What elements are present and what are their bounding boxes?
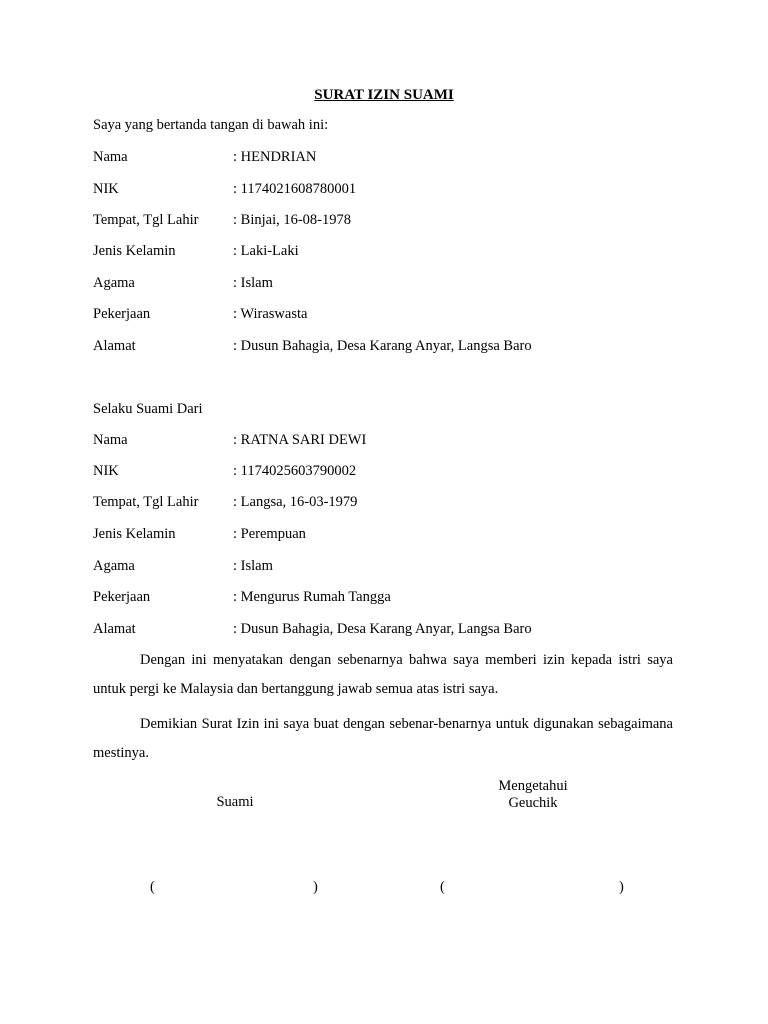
husband-signature-label: Suami (216, 794, 254, 810)
field-value: : 1174025603790002 (233, 463, 357, 479)
field-value: : Binjai, 16-08-1978 (233, 212, 352, 228)
field-value: : Laki-Laki (233, 243, 299, 259)
field-value: : Langsa, 16-03-1979 (233, 494, 358, 510)
field-value: : HENDRIAN (233, 149, 317, 165)
field-value: : Dusun Bahagia, Desa Karang Anyar, Langsa Baro (233, 621, 532, 637)
field-label: Tempat, Tgl Lahir (93, 212, 199, 228)
field-label: Agama (93, 558, 135, 574)
wife-address-row (93, 621, 693, 641)
field-label: Agama (93, 275, 135, 291)
field-value: : 1174021608780001 (233, 181, 357, 197)
wife-name-row (93, 432, 693, 452)
husband-signature-open-paren: ( (150, 879, 155, 895)
field-label: Alamat (93, 621, 136, 637)
husband-gender-row (93, 243, 693, 263)
field-label: NIK (93, 181, 119, 197)
statement-text: Dengan ini menyatakan dengan sebenarnya bahwa saya memberi izin kepada istri saya untuk pergi ke Malaysia dan bertanggung jawab semua atas istri saya. (93, 652, 673, 697)
wife-job-row (93, 589, 693, 609)
wife-religion-row (93, 558, 693, 578)
field-value: : RATNA SARI DEWI (233, 432, 367, 448)
field-label: Jenis Kelamin (93, 243, 176, 259)
field-label: Alamat (93, 338, 136, 354)
husband-job-row (93, 306, 693, 326)
field-label: Nama (93, 432, 128, 448)
husband-name-row (93, 149, 693, 169)
field-value: : Mengurus Rumah Tangga (233, 589, 391, 605)
village-head-signature-label (463, 778, 603, 812)
acknowledge-text: Mengetahui (498, 778, 568, 794)
relation-text: Selaku Suami Dari (93, 401, 203, 417)
closing-paragraph (93, 710, 673, 768)
field-value: : Perempuan (233, 526, 306, 542)
wife-gender-row (93, 526, 693, 546)
field-value: : Wiraswasta (233, 306, 308, 322)
field-label: Pekerjaan (93, 589, 151, 605)
husband-address-row (93, 338, 693, 358)
field-label: Tempat, Tgl Lahir (93, 494, 199, 510)
wife-ttl-row (93, 494, 693, 514)
husband-signature-close-paren: ) (313, 879, 318, 895)
field-value: : Islam (233, 275, 273, 291)
wife-nik-row (93, 463, 693, 483)
village-head-signature-open-paren: ( (440, 879, 445, 895)
document-title: SURAT IZIN SUAMI (314, 87, 454, 103)
village-head-signature-close-paren: ) (619, 879, 624, 895)
field-value: : Islam (233, 558, 273, 574)
husband-religion-row (93, 275, 693, 295)
husband-nik-row (93, 181, 693, 201)
intro-text: Saya yang bertanda tangan di bawah ini: (93, 117, 329, 133)
husband-ttl-row (93, 212, 693, 232)
field-label: Jenis Kelamin (93, 526, 176, 542)
statement-paragraph (93, 646, 673, 704)
field-label: Nama (93, 149, 128, 165)
field-label: NIK (93, 463, 119, 479)
village-head-title: Geuchik (508, 795, 558, 811)
field-value: : Dusun Bahagia, Desa Karang Anyar, Langsa Baro (233, 338, 532, 354)
closing-text: Demikian Surat Izin ini saya buat dengan sebenar-benarnya untuk digunakan sebagaimana mestinya. (93, 716, 673, 761)
field-label: Pekerjaan (93, 306, 151, 322)
